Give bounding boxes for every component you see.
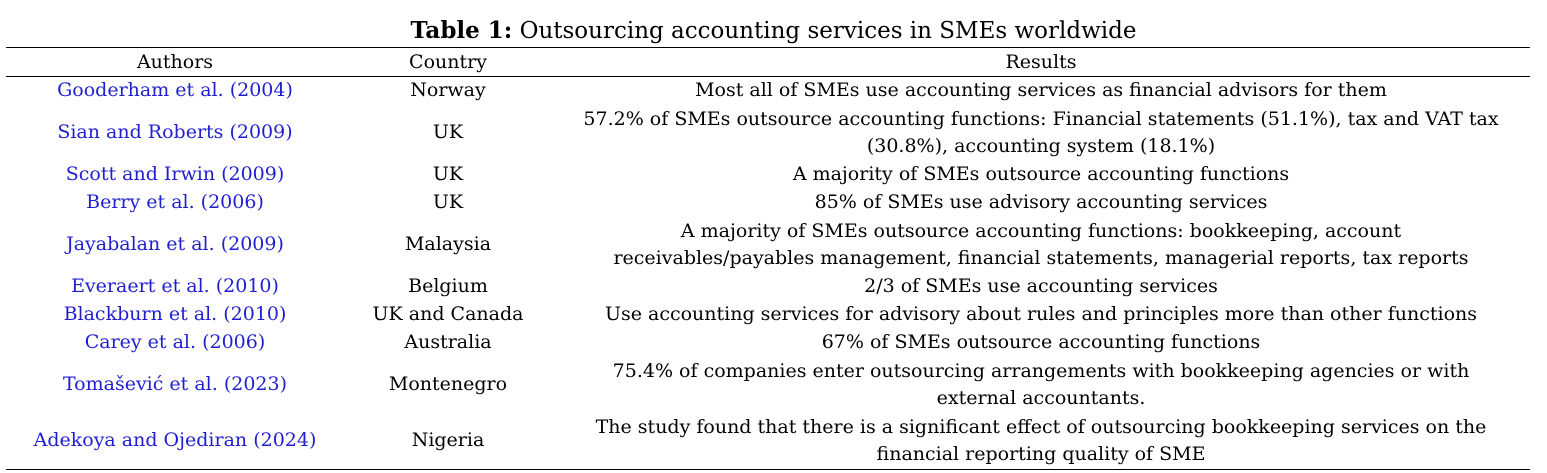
table-row	[6, 301, 1530, 329]
table-caption-title: Outsourcing accounting services in SMEs worldwide	[519, 18, 1137, 44]
author-link[interactable]: Adekoya and Ojediran (2024)	[33, 429, 317, 452]
header-authors: Authors	[136, 50, 214, 73]
country-cell: Montenegro	[388, 373, 508, 396]
table-header-row	[6, 48, 1530, 77]
results-cell: 75.4% of companies enter outsourcing arrangements with bookkeeping agencies or with external accountants.	[612, 359, 1470, 409]
author-link[interactable]: Tomašević et al. (2023)	[62, 373, 288, 396]
results-cell: 85% of SMEs use advisory accounting services	[814, 191, 1268, 214]
author-link[interactable]: Everaert et al. (2010)	[71, 275, 279, 298]
table-row	[6, 189, 1530, 217]
country-cell: Nigeria	[411, 429, 485, 452]
country-cell: Belgium	[408, 275, 488, 298]
country-cell: UK	[432, 191, 464, 214]
table-row	[6, 329, 1530, 357]
header-country: Country	[409, 50, 487, 73]
table-caption-label: Table 1:	[410, 17, 513, 44]
country-cell: Malaysia	[404, 233, 492, 256]
author-link[interactable]: Sian and Roberts (2009)	[57, 121, 293, 144]
country-cell: Norway	[410, 79, 486, 102]
results-cell: 2/3 of SMEs use accounting services	[864, 275, 1218, 298]
author-link[interactable]: Berry et al. (2006)	[86, 191, 264, 214]
country-cell: UK and Canada	[372, 303, 524, 326]
outsourcing-table	[6, 47, 1530, 470]
results-cell: A majority of SMEs outsource accounting functions	[792, 163, 1290, 186]
results-cell: A majority of SMEs outsource accounting functions: bookkeeping, account receivables/payables management, financial statements, managerial reports, tax reports	[613, 219, 1469, 269]
author-link[interactable]: Carey et al. (2006)	[84, 331, 266, 354]
table-row	[6, 413, 1530, 470]
author-link[interactable]: Jayabalan et al. (2009)	[66, 233, 284, 256]
author-link[interactable]: Scott and Irwin (2009)	[65, 163, 285, 186]
table-row	[6, 357, 1530, 413]
results-cell: Use accounting services for advisory about rules and principles more than other functions	[604, 303, 1478, 326]
table-row	[6, 77, 1530, 106]
results-cell: Most all of SMEs use accounting services as financial advisors for them	[695, 79, 1387, 102]
country-cell: Australia	[404, 331, 492, 354]
table-row	[6, 105, 1530, 161]
author-link[interactable]: Blackburn et al. (2010)	[63, 303, 287, 326]
results-cell: 67% of SMEs outsource accounting functions	[821, 331, 1261, 354]
table-row	[6, 161, 1530, 189]
country-cell: UK	[432, 163, 464, 186]
table-caption	[0, 17, 1547, 45]
country-cell: UK	[432, 121, 464, 144]
author-link[interactable]: Gooderham et al. (2004)	[57, 79, 293, 102]
table-row	[6, 273, 1530, 301]
results-cell: The study found that there is a significant effect of outsourcing bookkeeping services on the financial reporting quality of SME	[595, 415, 1487, 465]
header-results: Results	[1005, 50, 1077, 73]
results-cell: 57.2% of SMEs outsource accounting functions: Financial statements (51.1%), tax and VAT tax (30.8%), accounting system (18.1%)	[583, 107, 1499, 157]
table-row	[6, 217, 1530, 273]
